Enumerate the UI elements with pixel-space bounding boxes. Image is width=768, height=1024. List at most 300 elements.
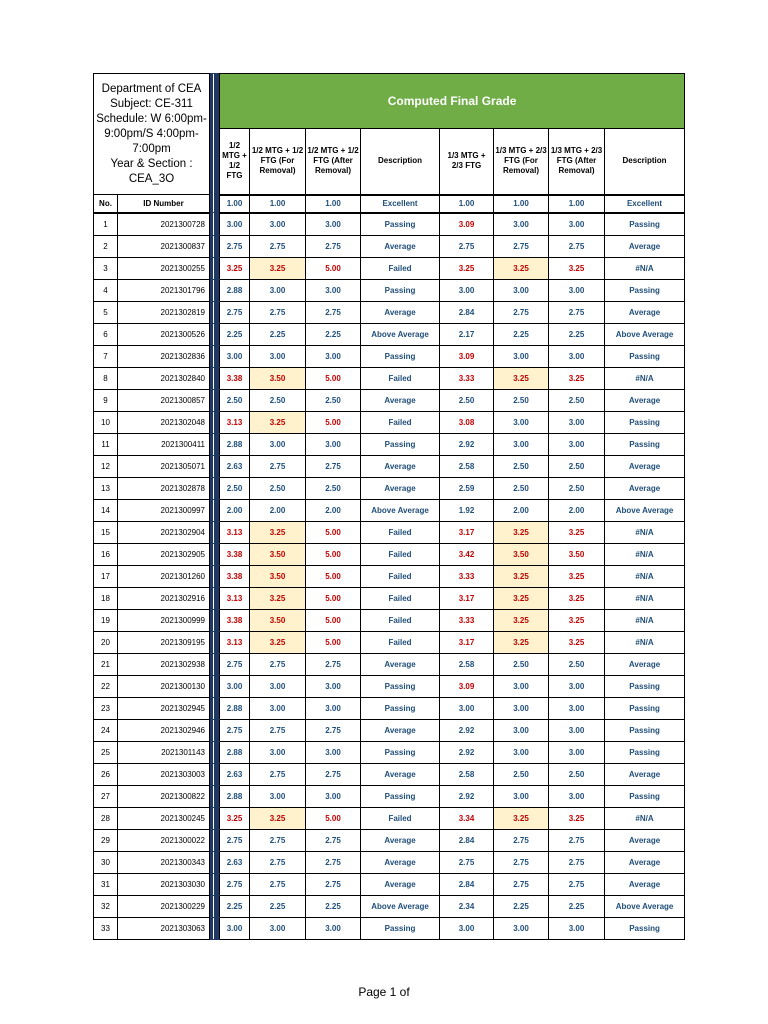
- third-description-cell: #N/A: [605, 631, 685, 653]
- page-footer: Page 1 of: [358, 985, 410, 999]
- column-separator: [210, 279, 220, 301]
- third-for-removal-cell: 3.25: [494, 257, 549, 279]
- half-after-removal-cell: 5.00: [306, 609, 361, 631]
- half-after-removal-cell: 5.00: [306, 631, 361, 653]
- half-for-removal-cell: 2.75: [250, 851, 306, 873]
- header-half-description: Description: [361, 129, 440, 195]
- half-for-removal-cell: 3.00: [250, 345, 306, 367]
- row-number: 15: [94, 521, 118, 543]
- section-text: CEA_3O: [128, 172, 175, 185]
- third-avg-cell: 2.17: [440, 323, 494, 345]
- half-avg-cell: 2.63: [220, 851, 250, 873]
- half-for-removal-cell: 2.75: [250, 829, 306, 851]
- row-number: 13: [94, 477, 118, 499]
- table-row: [94, 873, 685, 895]
- half-avg-cell: 3.00: [220, 213, 250, 236]
- half-avg-cell: 3.38: [220, 609, 250, 631]
- id-number-cell: 2021302836: [118, 345, 210, 367]
- third-for-removal-cell: 3.25: [494, 631, 549, 653]
- third-for-removal-cell: 2.00: [494, 499, 549, 521]
- id-number-cell: 2021302916: [118, 587, 210, 609]
- half-after-removal-cell: 2.50: [306, 389, 361, 411]
- half-after-removal-cell: 2.25: [306, 323, 361, 345]
- third-description-cell: Average: [605, 389, 685, 411]
- table-row: [94, 829, 685, 851]
- table-row: [94, 609, 685, 631]
- row-number: 27: [94, 785, 118, 807]
- third-for-removal-cell: 3.00: [494, 917, 549, 939]
- third-after-removal-cell: 3.00: [549, 213, 605, 236]
- half-description-cell: Failed: [361, 587, 440, 609]
- half-for-removal-cell: 3.25: [250, 257, 306, 279]
- half-avg-cell: 2.75: [220, 235, 250, 257]
- column-separator: [210, 609, 220, 631]
- half-description-cell: Passing: [361, 213, 440, 236]
- id-number-cell: 2021302840: [118, 367, 210, 389]
- table-row: [94, 587, 685, 609]
- table-row: [94, 279, 685, 301]
- row-number: 33: [94, 917, 118, 939]
- table-row: [94, 653, 685, 675]
- third-description-cell: Average: [605, 829, 685, 851]
- max-third-after-removal: 1.00: [549, 195, 605, 213]
- id-number-cell: 2021300728: [118, 213, 210, 236]
- half-description-cell: Failed: [361, 521, 440, 543]
- row-number: 25: [94, 741, 118, 763]
- half-description-cell: Failed: [361, 543, 440, 565]
- row-number: 31: [94, 873, 118, 895]
- schedule-text: Schedule: W 6:00pm-9:00pm/S 4:00pm-7:00pm: [96, 112, 207, 155]
- id-number-cell: 2021300229: [118, 895, 210, 917]
- third-after-removal-cell: 2.75: [549, 235, 605, 257]
- third-after-removal-cell: 2.50: [549, 653, 605, 675]
- third-description-cell: Passing: [605, 697, 685, 719]
- half-avg-cell: 3.38: [220, 565, 250, 587]
- third-after-removal-cell: 3.25: [549, 609, 605, 631]
- half-avg-cell: 2.00: [220, 499, 250, 521]
- header-id-number: ID Number: [118, 195, 210, 213]
- third-avg-cell: 2.59: [440, 477, 494, 499]
- third-description-cell: #N/A: [605, 543, 685, 565]
- half-for-removal-cell: 2.25: [250, 323, 306, 345]
- third-description-cell: Average: [605, 851, 685, 873]
- third-avg-cell: 1.92: [440, 499, 494, 521]
- half-after-removal-cell: 3.00: [306, 675, 361, 697]
- half-description-cell: Above Average: [361, 895, 440, 917]
- max-half-after-removal: 1.00: [306, 195, 361, 213]
- half-for-removal-cell: 3.00: [250, 785, 306, 807]
- id-number-cell: 2021302946: [118, 719, 210, 741]
- third-for-removal-cell: 2.75: [494, 873, 549, 895]
- id-number-cell: 2021301796: [118, 279, 210, 301]
- half-for-removal-cell: 3.25: [250, 807, 306, 829]
- id-number-cell: 2021303003: [118, 763, 210, 785]
- third-for-removal-cell: 2.75: [494, 851, 549, 873]
- third-description-cell: #N/A: [605, 367, 685, 389]
- row-number: 9: [94, 389, 118, 411]
- table-row: [94, 213, 685, 236]
- half-after-removal-cell: 5.00: [306, 565, 361, 587]
- column-separator: [210, 345, 220, 367]
- third-description-cell: #N/A: [605, 565, 685, 587]
- third-for-removal-cell: 3.25: [494, 367, 549, 389]
- column-separator: [210, 587, 220, 609]
- column-separator: [210, 851, 220, 873]
- third-description-cell: #N/A: [605, 609, 685, 631]
- third-after-removal-cell: 3.25: [549, 521, 605, 543]
- half-description-cell: Failed: [361, 631, 440, 653]
- half-for-removal-cell: 3.00: [250, 741, 306, 763]
- half-after-removal-cell: 5.00: [306, 543, 361, 565]
- half-after-removal-cell: 2.75: [306, 851, 361, 873]
- third-avg-cell: 3.09: [440, 675, 494, 697]
- id-number-cell: 2021300999: [118, 609, 210, 631]
- column-separator: [210, 521, 220, 543]
- department-text: Department of CEA: [101, 82, 202, 95]
- max-third-for-removal: 1.00: [494, 195, 549, 213]
- table-row: [94, 719, 685, 741]
- half-after-removal-cell: 2.75: [306, 455, 361, 477]
- id-number-cell: 2021302819: [118, 301, 210, 323]
- half-after-removal-cell: 3.00: [306, 279, 361, 301]
- half-avg-cell: 2.88: [220, 741, 250, 763]
- third-avg-cell: 3.00: [440, 697, 494, 719]
- half-description-cell: Passing: [361, 741, 440, 763]
- third-description-cell: #N/A: [605, 807, 685, 829]
- half-after-removal-cell: 5.00: [306, 367, 361, 389]
- id-number-cell: 2021300822: [118, 785, 210, 807]
- column-separator: [210, 543, 220, 565]
- half-avg-cell: 2.63: [220, 763, 250, 785]
- row-number: 14: [94, 499, 118, 521]
- half-avg-cell: 2.75: [220, 829, 250, 851]
- row-number: 24: [94, 719, 118, 741]
- third-avg-cell: 3.17: [440, 587, 494, 609]
- third-avg-cell: 2.84: [440, 873, 494, 895]
- column-separator: [210, 301, 220, 323]
- third-for-removal-cell: 2.50: [494, 389, 549, 411]
- id-number-cell: 2021301260: [118, 565, 210, 587]
- third-avg-cell: 3.34: [440, 807, 494, 829]
- table-row: [94, 543, 685, 565]
- row-number: 28: [94, 807, 118, 829]
- column-separator: [210, 631, 220, 653]
- half-description-cell: Above Average: [361, 323, 440, 345]
- half-description-cell: Passing: [361, 917, 440, 939]
- half-for-removal-cell: 3.50: [250, 543, 306, 565]
- third-avg-cell: 3.17: [440, 631, 494, 653]
- third-description-cell: Above Average: [605, 499, 685, 521]
- third-after-removal-cell: 2.00: [549, 499, 605, 521]
- third-description-cell: Average: [605, 873, 685, 895]
- table-row: [94, 565, 685, 587]
- table-row: [94, 807, 685, 829]
- table-row: [94, 785, 685, 807]
- grade-sheet: [93, 73, 684, 940]
- half-for-removal-cell: 2.00: [250, 499, 306, 521]
- third-for-removal-cell: 3.00: [494, 345, 549, 367]
- id-number-cell: 2021300411: [118, 433, 210, 455]
- max-third-description: Excellent: [605, 195, 685, 213]
- half-for-removal-cell: 2.25: [250, 895, 306, 917]
- third-avg-cell: 2.92: [440, 741, 494, 763]
- half-after-removal-cell: 3.00: [306, 433, 361, 455]
- third-after-removal-cell: 3.00: [549, 741, 605, 763]
- half-description-cell: Average: [361, 477, 440, 499]
- id-number-cell: 2021300997: [118, 499, 210, 521]
- column-separator: [210, 785, 220, 807]
- half-description-cell: Average: [361, 653, 440, 675]
- third-after-removal-cell: 2.75: [549, 301, 605, 323]
- half-description-cell: Passing: [361, 675, 440, 697]
- half-avg-cell: 2.25: [220, 323, 250, 345]
- half-description-cell: Average: [361, 873, 440, 895]
- third-after-removal-cell: 2.50: [549, 477, 605, 499]
- table-row: [94, 631, 685, 653]
- table-row: [94, 345, 685, 367]
- half-after-removal-cell: 2.50: [306, 477, 361, 499]
- third-after-removal-cell: 3.50: [549, 543, 605, 565]
- table-row: [94, 895, 685, 917]
- third-for-removal-cell: 2.75: [494, 829, 549, 851]
- third-avg-cell: 3.33: [440, 565, 494, 587]
- half-avg-cell: 2.75: [220, 873, 250, 895]
- column-separator: [210, 455, 220, 477]
- third-description-cell: #N/A: [605, 587, 685, 609]
- third-avg-cell: 2.92: [440, 785, 494, 807]
- third-avg-cell: 3.33: [440, 367, 494, 389]
- id-number-cell: 2021303063: [118, 917, 210, 939]
- half-after-removal-cell: 2.75: [306, 763, 361, 785]
- table-row: [94, 257, 685, 279]
- third-description-cell: Passing: [605, 279, 685, 301]
- third-after-removal-cell: 3.25: [549, 587, 605, 609]
- max-half-description: Excellent: [361, 195, 440, 213]
- half-after-removal-cell: 3.00: [306, 213, 361, 236]
- third-description-cell: #N/A: [605, 521, 685, 543]
- third-after-removal-cell: 2.75: [549, 829, 605, 851]
- third-after-removal-cell: 2.25: [549, 895, 605, 917]
- column-separator: [210, 367, 220, 389]
- half-after-removal-cell: 2.25: [306, 895, 361, 917]
- half-description-cell: Failed: [361, 367, 440, 389]
- half-avg-cell: 2.75: [220, 301, 250, 323]
- column-separator: [210, 433, 220, 455]
- row-number: 21: [94, 653, 118, 675]
- header-half-avg: 1/2 MTG + 1/2 FTG: [220, 129, 250, 195]
- half-description-cell: Passing: [361, 785, 440, 807]
- half-description-cell: Passing: [361, 697, 440, 719]
- third-for-removal-cell: 3.00: [494, 675, 549, 697]
- half-after-removal-cell: 5.00: [306, 521, 361, 543]
- id-number-cell: 2021301143: [118, 741, 210, 763]
- third-after-removal-cell: 2.75: [549, 873, 605, 895]
- row-number: 1: [94, 213, 118, 236]
- half-after-removal-cell: 3.00: [306, 741, 361, 763]
- row-number: 32: [94, 895, 118, 917]
- third-avg-cell: 3.08: [440, 411, 494, 433]
- third-avg-cell: 2.58: [440, 653, 494, 675]
- column-separator: [210, 499, 220, 521]
- half-avg-cell: 2.50: [220, 477, 250, 499]
- half-for-removal-cell: 3.50: [250, 565, 306, 587]
- third-after-removal-cell: 3.25: [549, 367, 605, 389]
- half-for-removal-cell: 3.25: [250, 411, 306, 433]
- third-after-removal-cell: 3.25: [549, 807, 605, 829]
- third-description-cell: Passing: [605, 433, 685, 455]
- half-avg-cell: 3.13: [220, 521, 250, 543]
- column-separator: [210, 697, 220, 719]
- half-description-cell: Average: [361, 235, 440, 257]
- max-half-avg: 1.00: [220, 195, 250, 213]
- half-avg-cell: 2.25: [220, 895, 250, 917]
- half-after-removal-cell: 2.75: [306, 653, 361, 675]
- third-avg-cell: 3.00: [440, 279, 494, 301]
- table-row: [94, 741, 685, 763]
- column-separator: [210, 895, 220, 917]
- third-description-cell: Passing: [605, 345, 685, 367]
- year-section-label: Year & Section :: [110, 157, 193, 170]
- column-separator: [210, 477, 220, 499]
- third-avg-cell: 3.33: [440, 609, 494, 631]
- third-for-removal-cell: 3.25: [494, 587, 549, 609]
- half-for-removal-cell: 2.50: [250, 477, 306, 499]
- computed-final-grade-title: Computed Final Grade: [220, 74, 685, 129]
- id-number-cell: 2021300245: [118, 807, 210, 829]
- half-avg-cell: 2.88: [220, 697, 250, 719]
- half-description-cell: Average: [361, 389, 440, 411]
- table-row: [94, 301, 685, 323]
- third-after-removal-cell: 2.50: [549, 389, 605, 411]
- half-for-removal-cell: 3.50: [250, 367, 306, 389]
- column-separator: [210, 411, 220, 433]
- third-for-removal-cell: 3.25: [494, 807, 549, 829]
- third-avg-cell: 2.92: [440, 719, 494, 741]
- row-number: 10: [94, 411, 118, 433]
- third-after-removal-cell: 3.00: [549, 433, 605, 455]
- third-avg-cell: 3.09: [440, 213, 494, 236]
- third-for-removal-cell: 3.00: [494, 719, 549, 741]
- row-number: 4: [94, 279, 118, 301]
- half-avg-cell: 3.00: [220, 345, 250, 367]
- half-after-removal-cell: 2.75: [306, 719, 361, 741]
- table-row: [94, 851, 685, 873]
- half-for-removal-cell: 2.75: [250, 763, 306, 785]
- row-number: 12: [94, 455, 118, 477]
- header-half-after-removal: 1/2 MTG + 1/2 FTG (After Removal): [306, 129, 361, 195]
- third-avg-cell: 3.42: [440, 543, 494, 565]
- id-number-cell: 2021302905: [118, 543, 210, 565]
- half-description-cell: Failed: [361, 257, 440, 279]
- half-for-removal-cell: 3.00: [250, 917, 306, 939]
- third-after-removal-cell: 3.25: [549, 257, 605, 279]
- third-after-removal-cell: 3.00: [549, 785, 605, 807]
- id-number-cell: 2021300255: [118, 257, 210, 279]
- half-for-removal-cell: 2.75: [250, 455, 306, 477]
- third-after-removal-cell: 3.00: [549, 345, 605, 367]
- half-for-removal-cell: 2.75: [250, 719, 306, 741]
- table-row: [94, 323, 685, 345]
- half-avg-cell: 2.75: [220, 719, 250, 741]
- third-avg-cell: 3.25: [440, 257, 494, 279]
- half-for-removal-cell: 3.25: [250, 631, 306, 653]
- id-number-cell: 2021302878: [118, 477, 210, 499]
- third-description-cell: Passing: [605, 719, 685, 741]
- third-description-cell: #N/A: [605, 257, 685, 279]
- half-avg-cell: 3.00: [220, 917, 250, 939]
- third-after-removal-cell: 3.00: [549, 675, 605, 697]
- row-number: 19: [94, 609, 118, 631]
- id-number-cell: 2021302945: [118, 697, 210, 719]
- half-description-cell: Above Average: [361, 499, 440, 521]
- column-separator: [210, 389, 220, 411]
- third-after-removal-cell: 3.00: [549, 279, 605, 301]
- half-after-removal-cell: 3.00: [306, 917, 361, 939]
- half-avg-cell: 2.88: [220, 433, 250, 455]
- half-after-removal-cell: 2.75: [306, 235, 361, 257]
- table-row: [94, 917, 685, 939]
- table-row: [94, 389, 685, 411]
- third-for-removal-cell: 2.50: [494, 653, 549, 675]
- column-separator: [210, 74, 220, 213]
- half-for-removal-cell: 3.00: [250, 697, 306, 719]
- half-avg-cell: 2.75: [220, 653, 250, 675]
- third-avg-cell: 2.84: [440, 829, 494, 851]
- id-number-cell: 2021302904: [118, 521, 210, 543]
- third-after-removal-cell: 2.75: [549, 851, 605, 873]
- half-for-removal-cell: 2.75: [250, 653, 306, 675]
- id-number-cell: 2021303030: [118, 873, 210, 895]
- row-number: 26: [94, 763, 118, 785]
- row-number: 3: [94, 257, 118, 279]
- half-description-cell: Failed: [361, 565, 440, 587]
- half-description-cell: Passing: [361, 345, 440, 367]
- column-separator: [210, 653, 220, 675]
- column-separator: [210, 565, 220, 587]
- row-number: 7: [94, 345, 118, 367]
- header-third-avg: 1/3 MTG + 2/3 FTG: [440, 129, 494, 195]
- half-avg-cell: 3.25: [220, 807, 250, 829]
- third-for-removal-cell: 3.25: [494, 565, 549, 587]
- half-description-cell: Average: [361, 455, 440, 477]
- table-row: [94, 697, 685, 719]
- third-for-removal-cell: 3.00: [494, 411, 549, 433]
- half-avg-cell: 2.63: [220, 455, 250, 477]
- third-description-cell: Average: [605, 477, 685, 499]
- half-for-removal-cell: 3.25: [250, 521, 306, 543]
- column-separator: [210, 917, 220, 939]
- half-after-removal-cell: 3.00: [306, 785, 361, 807]
- third-description-cell: Average: [605, 235, 685, 257]
- half-after-removal-cell: 2.75: [306, 873, 361, 895]
- third-for-removal-cell: 2.75: [494, 235, 549, 257]
- half-avg-cell: 2.50: [220, 389, 250, 411]
- third-for-removal-cell: 3.00: [494, 697, 549, 719]
- id-number-cell: 2021300857: [118, 389, 210, 411]
- third-after-removal-cell: 3.25: [549, 631, 605, 653]
- half-avg-cell: 3.25: [220, 257, 250, 279]
- half-after-removal-cell: 5.00: [306, 257, 361, 279]
- row-number: 18: [94, 587, 118, 609]
- half-avg-cell: 3.38: [220, 367, 250, 389]
- half-description-cell: Failed: [361, 609, 440, 631]
- column-separator: [210, 675, 220, 697]
- half-description-cell: Failed: [361, 411, 440, 433]
- third-after-removal-cell: 3.25: [549, 565, 605, 587]
- half-after-removal-cell: 5.00: [306, 587, 361, 609]
- third-for-removal-cell: 2.75: [494, 301, 549, 323]
- id-number-cell: 2021300526: [118, 323, 210, 345]
